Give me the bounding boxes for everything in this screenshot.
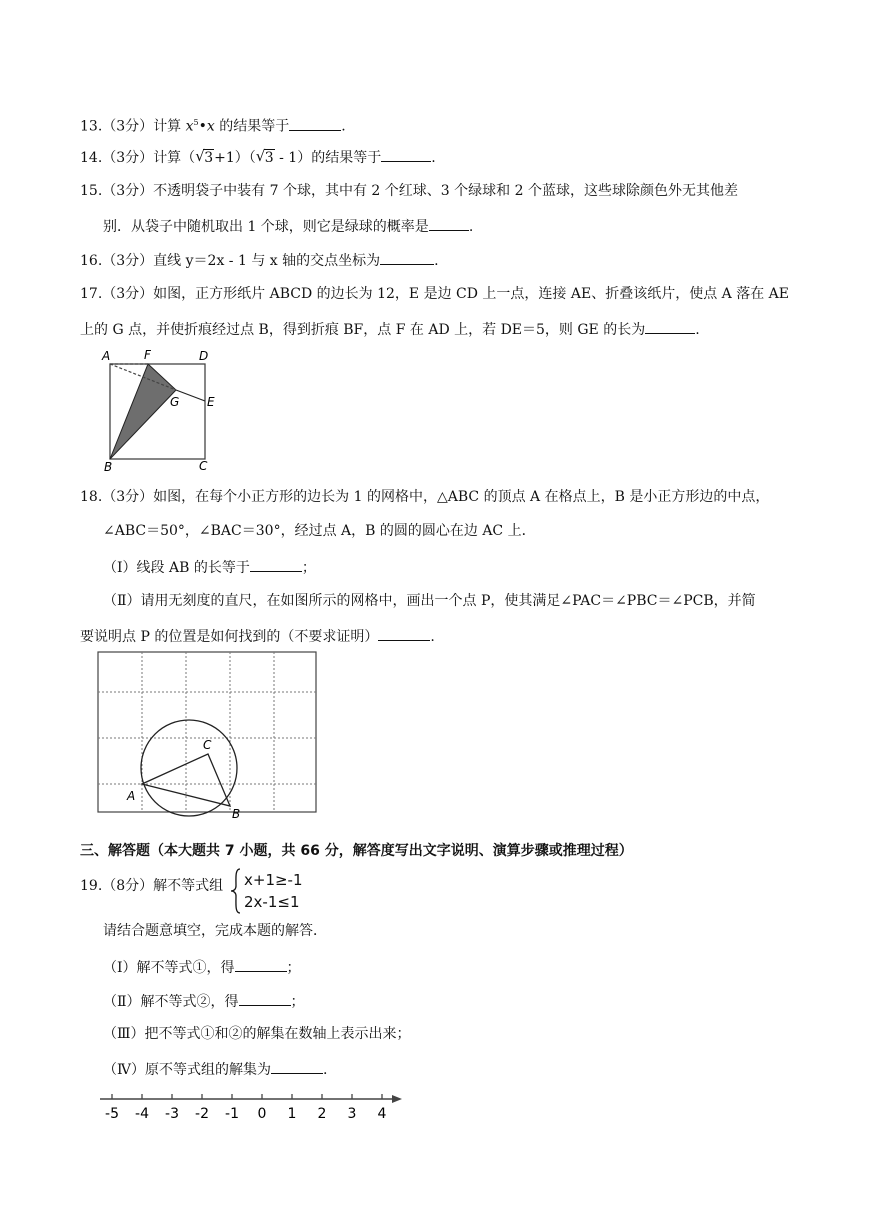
question-19-part-1 bbox=[103, 957, 301, 977]
tick-label: 4 bbox=[377, 1106, 387, 1122]
question-19-part-3: （Ⅲ）把不等式①和②的解集在数轴上表示出来； bbox=[103, 1026, 411, 1042]
question-18-line-1: 18.（3分）如图，在每个小正方形的边长为 1 的网格中，△ABC 的顶点 A 在格点上，B 是小正方形边的中点， bbox=[80, 489, 770, 505]
square-fold-figure bbox=[96, 346, 226, 474]
label-a: A bbox=[102, 349, 111, 363]
question-17-line-2 bbox=[80, 319, 700, 339]
answer-blank[interactable] bbox=[378, 626, 430, 641]
question-18-part-1 bbox=[103, 557, 316, 577]
answer-blank[interactable] bbox=[239, 991, 291, 1006]
question-end: . bbox=[323, 1062, 328, 1078]
tick-label: -3 bbox=[165, 1106, 179, 1122]
question-end: ； bbox=[290, 994, 305, 1010]
question-text: 别．从袋子中随机取出 1 个球，则它是绿球的概率是 bbox=[103, 219, 429, 235]
question-end: ； bbox=[286, 960, 301, 976]
math-variable: x bbox=[185, 118, 194, 135]
question-end: . bbox=[434, 253, 439, 269]
question-15-line-1: 15.（3分）不透明袋子中装有 7 个球，其中有 2 个红球、3 个绿球和 2 个蓝球，这些球除颜色外无其他差 bbox=[80, 183, 738, 199]
brace-icon bbox=[230, 868, 242, 914]
question-number: 13. bbox=[80, 118, 103, 135]
label-e: E bbox=[207, 395, 215, 409]
sqrt-expression: √ 3 bbox=[195, 147, 214, 166]
question-16 bbox=[80, 250, 439, 270]
question-19-part-2 bbox=[103, 991, 305, 1011]
question-text: 要说明点 P 的位置是如何找到的（不要求证明） bbox=[80, 629, 379, 645]
question-score: （3分） bbox=[102, 150, 154, 166]
question-text: 上的 G 点，并使折痕经过点 B，得到折痕 BF，点 F 在 AD 上，若 DE＝5，则 GE 的长为 bbox=[80, 322, 646, 338]
shaded-triangle bbox=[110, 364, 176, 459]
tick-label: -5 bbox=[105, 1106, 119, 1122]
answer-blank[interactable] bbox=[645, 319, 695, 334]
grid-border bbox=[98, 652, 316, 812]
answer-blank[interactable] bbox=[429, 216, 469, 231]
tick-label: -4 bbox=[135, 1106, 149, 1122]
question-14 bbox=[80, 147, 436, 167]
math-operator: • bbox=[198, 118, 207, 135]
number-line bbox=[96, 1090, 406, 1124]
question-end: . bbox=[695, 322, 700, 338]
grid-circle-figure bbox=[96, 650, 320, 826]
answer-blank[interactable] bbox=[289, 116, 341, 131]
question-end: . bbox=[431, 150, 436, 166]
math-exponent: 5 bbox=[193, 118, 199, 127]
question-19-head: 19.（8分）解不等式组 bbox=[80, 878, 224, 894]
question-15-line-2 bbox=[103, 216, 473, 236]
answer-blank[interactable] bbox=[250, 557, 302, 572]
question-18-part-2-line-1: （Ⅱ）请用无刻度的直尺，在如图所示的网格中，画出一个点 P，使其满足∠PAC＝∠PBC＝∠PCB，并简 bbox=[103, 593, 756, 609]
label-b: B bbox=[232, 807, 241, 821]
math-variable: x bbox=[206, 118, 215, 135]
label-c: C bbox=[199, 459, 208, 473]
question-text: （Ⅱ）解不等式②，得 bbox=[103, 994, 239, 1010]
question-18-part-2-line-2 bbox=[80, 626, 435, 646]
line-ge bbox=[176, 390, 205, 401]
section-3-title: 三、解答题（本大题共 7 小题，共 66 分，解答度写出文字说明、演算步骤或推理过程） bbox=[80, 843, 633, 859]
question-number: 14. bbox=[80, 150, 103, 166]
tick-label: 3 bbox=[347, 1106, 357, 1122]
label-d: D bbox=[199, 349, 209, 363]
question-19-instruction: 请结合题意填空，完成本题的解答． bbox=[103, 923, 327, 939]
number-line-ticks bbox=[105, 1094, 387, 1122]
sqrt-expression: √ 3 bbox=[255, 147, 274, 166]
question-13 bbox=[80, 114, 346, 136]
tick-label: -1 bbox=[225, 1106, 239, 1122]
question-text: 16.（3分）直线 y＝2x - 1 与 x 轴的交点坐标为 bbox=[80, 253, 381, 269]
answer-blank[interactable] bbox=[235, 957, 287, 972]
answer-blank[interactable] bbox=[271, 1059, 323, 1074]
question-text: +1）（ bbox=[214, 150, 256, 166]
question-text: - 1）的结果等于 bbox=[274, 150, 382, 166]
question-text: （Ⅰ）线段 AB 的长等于 bbox=[103, 560, 250, 576]
circle bbox=[141, 720, 237, 816]
tick-label: -2 bbox=[195, 1106, 209, 1122]
question-19-part-4 bbox=[103, 1059, 327, 1079]
label-b: B bbox=[104, 460, 113, 474]
label-c: C bbox=[203, 738, 212, 752]
question-text: （Ⅳ）原不等式组的解集为 bbox=[103, 1062, 271, 1078]
question-score: （3分） bbox=[102, 118, 154, 135]
arrow-right-icon bbox=[392, 1095, 402, 1103]
question-17-line-1: 17.（3分）如图，正方形纸片 ABCD 的边长为 12，E 是边 CD 上一点，连接 AE、折叠该纸片，使点 A 落在 AE bbox=[80, 286, 790, 302]
question-text: 计算 bbox=[153, 118, 186, 135]
label-a: A bbox=[127, 789, 136, 803]
inequality-2: 2x-1≤1 bbox=[244, 893, 300, 911]
tick-label: 1 bbox=[287, 1106, 297, 1122]
label-f: F bbox=[144, 348, 151, 362]
question-end: . bbox=[430, 629, 435, 645]
answer-blank[interactable] bbox=[380, 250, 434, 265]
question-text: 的结果等于 bbox=[214, 118, 290, 135]
answer-blank[interactable] bbox=[381, 147, 431, 162]
question-end: ； bbox=[301, 560, 316, 576]
tick-label: 2 bbox=[317, 1106, 327, 1122]
inequality-1: x+1≥-1 bbox=[244, 871, 303, 889]
tick-label: 0 bbox=[257, 1106, 267, 1122]
grid-lines bbox=[98, 652, 316, 812]
label-g: G bbox=[170, 395, 180, 409]
question-end: . bbox=[468, 219, 474, 235]
question-end: . bbox=[341, 118, 346, 135]
question-18-line-2: ∠ABC＝50°，∠BAC＝30°，经过点 A，B 的圆的圆心在边 AC 上． bbox=[103, 523, 536, 539]
question-text: （Ⅰ）解不等式①，得 bbox=[103, 960, 235, 976]
question-text: 计算（ bbox=[153, 150, 196, 166]
